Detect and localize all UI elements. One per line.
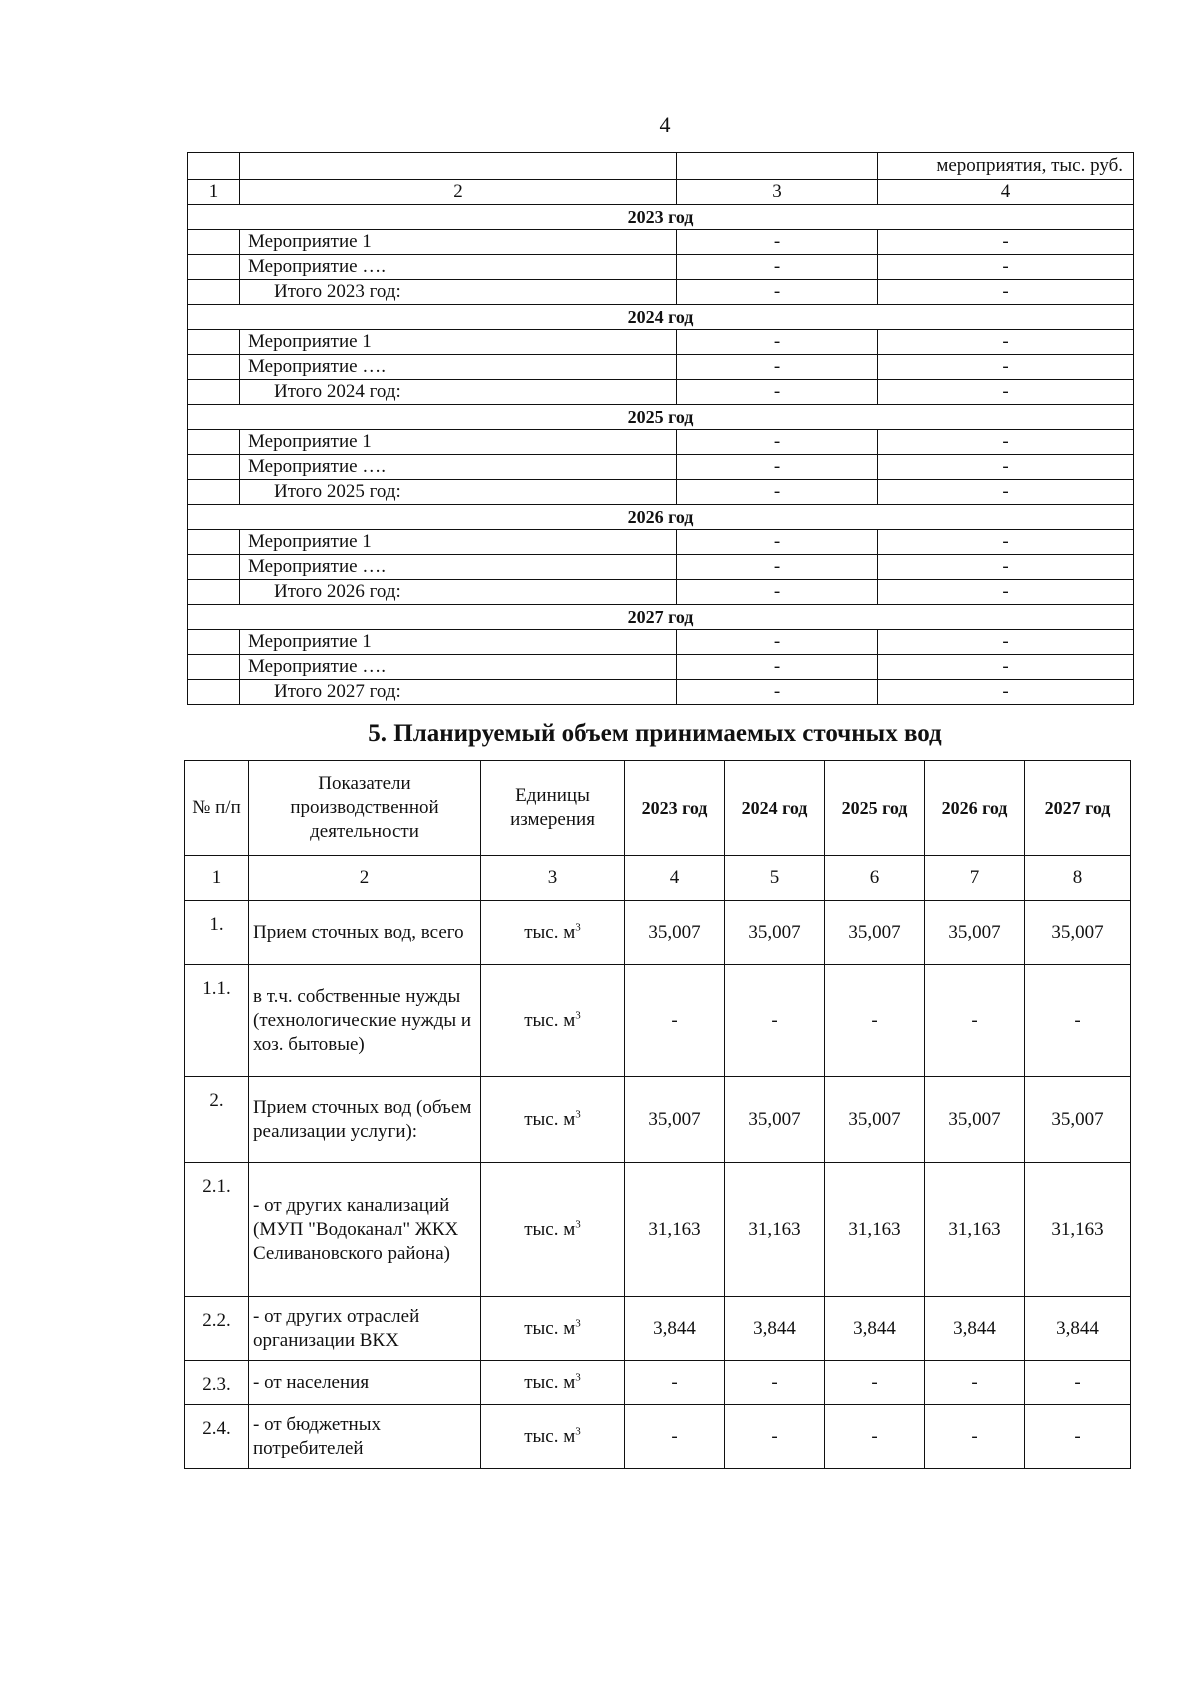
- indicator-name: Прием сточных вод (объем реализации услуги):: [249, 1077, 481, 1163]
- unit-superscript: 3: [575, 1218, 581, 1231]
- value-cell: -: [677, 280, 878, 305]
- row-number: 2.2.: [185, 1297, 249, 1361]
- header-unit: мероприятия, тыс. руб.: [878, 153, 1134, 180]
- unit-text: тыс. м: [524, 1317, 576, 1339]
- value-cell: 35,007: [1025, 901, 1131, 965]
- table-row: [185, 901, 1131, 965]
- row-number: 2.3.: [185, 1361, 249, 1405]
- indicator-name: - от населения: [249, 1361, 481, 1405]
- indicator-name: - от бюджетных потребителей: [249, 1405, 481, 1469]
- value-cell: 3,844: [1025, 1297, 1131, 1361]
- table-row: [188, 455, 1134, 480]
- unit-cell: [481, 1077, 625, 1163]
- value-cell: -: [677, 380, 878, 405]
- value-cell: 35,007: [825, 1077, 925, 1163]
- row-number: 2.1.: [185, 1163, 249, 1297]
- col-number: 1: [188, 180, 240, 205]
- col-number: 3: [481, 856, 625, 901]
- table-row: [188, 380, 1134, 405]
- unit-cell: [481, 1405, 625, 1469]
- value-cell: 35,007: [625, 901, 725, 965]
- value-cell: -: [677, 355, 878, 380]
- year-section-row: [188, 205, 1134, 230]
- value-cell: -: [825, 1361, 925, 1405]
- table-row: [188, 280, 1134, 305]
- col-number: 2: [249, 856, 481, 901]
- unit-text: тыс. м: [524, 1218, 576, 1240]
- unit-superscript: 3: [575, 1317, 581, 1330]
- table-row: [185, 1361, 1131, 1405]
- value-cell: -: [625, 965, 725, 1077]
- value-cell: 31,163: [1025, 1163, 1131, 1297]
- unit-superscript: 3: [575, 921, 581, 934]
- value-cell: 31,163: [725, 1163, 825, 1297]
- indicator-name: в т.ч. собственные нужды (технологические нужды и хоз. бытовые): [249, 965, 481, 1077]
- header-year: 2024 год: [725, 761, 825, 856]
- row-number: 2.: [185, 1077, 249, 1163]
- value-cell: -: [677, 680, 878, 705]
- value-cell: -: [677, 230, 878, 255]
- year-total-label: Итого 2023 год:: [240, 280, 677, 305]
- col-number: 7: [925, 856, 1025, 901]
- unit-cell: [481, 965, 625, 1077]
- header-year: 2025 год: [825, 761, 925, 856]
- measure-name: Мероприятие 1: [240, 330, 677, 355]
- value-cell: -: [725, 1405, 825, 1469]
- value-cell: 3,844: [825, 1297, 925, 1361]
- value-cell: -: [677, 580, 878, 605]
- col-number: 6: [825, 856, 925, 901]
- table-row: [185, 1163, 1131, 1297]
- col-number: 1: [185, 856, 249, 901]
- measure-name: Мероприятие ….: [240, 655, 677, 680]
- value-cell: -: [878, 230, 1134, 255]
- value-cell: 31,163: [825, 1163, 925, 1297]
- header-unit: Единицы измерения: [481, 761, 625, 856]
- value-cell: -: [825, 1405, 925, 1469]
- unit-text: тыс. м: [524, 1425, 576, 1447]
- table-row: [188, 430, 1134, 455]
- table-header-row: [188, 153, 1134, 180]
- year-section-row: [188, 605, 1134, 630]
- indicator-name: Прием сточных вод, всего: [249, 901, 481, 965]
- value-cell: -: [677, 555, 878, 580]
- value-cell: -: [677, 455, 878, 480]
- unit-text: тыс. м: [524, 1108, 576, 1130]
- value-cell: -: [878, 280, 1134, 305]
- value-cell: -: [878, 255, 1134, 280]
- table-row: [185, 1077, 1131, 1163]
- table-row: [188, 355, 1134, 380]
- table-row: [185, 1405, 1131, 1469]
- unit-superscript: 3: [575, 1009, 581, 1022]
- unit-cell: [481, 1297, 625, 1361]
- value-cell: -: [878, 530, 1134, 555]
- col-number: 3: [677, 180, 878, 205]
- measure-name: Мероприятие 1: [240, 430, 677, 455]
- year-title: 2027 год: [188, 605, 1134, 630]
- value-cell: -: [878, 630, 1134, 655]
- unit-superscript: 3: [575, 1371, 581, 1384]
- header-year: 2027 год: [1025, 761, 1131, 856]
- measure-name: Мероприятие ….: [240, 355, 677, 380]
- year-section-row: [188, 405, 1134, 430]
- measure-name: Мероприятие 1: [240, 630, 677, 655]
- year-section-row: [188, 305, 1134, 330]
- table-row: [188, 680, 1134, 705]
- value-cell: -: [878, 680, 1134, 705]
- table-row: [188, 580, 1134, 605]
- value-cell: 35,007: [925, 901, 1025, 965]
- measure-name: Мероприятие ….: [240, 455, 677, 480]
- unit-cell: [481, 901, 625, 965]
- value-cell: -: [677, 630, 878, 655]
- section-title: 5. Планируемый объем принимаемых сточных вод: [368, 720, 942, 747]
- row-number: 1.1.: [185, 965, 249, 1077]
- value-cell: 3,844: [625, 1297, 725, 1361]
- value-cell: -: [677, 530, 878, 555]
- indicator-name: - от других канализаций (МУП "Водоканал" ЖКХ Селивановского района): [249, 1163, 481, 1297]
- value-cell: -: [925, 965, 1025, 1077]
- value-cell: -: [625, 1361, 725, 1405]
- value-cell: 31,163: [625, 1163, 725, 1297]
- year-title: 2025 год: [188, 405, 1134, 430]
- value-cell: -: [825, 965, 925, 1077]
- value-cell: 35,007: [625, 1077, 725, 1163]
- table-row: [188, 230, 1134, 255]
- header-year: 2026 год: [925, 761, 1025, 856]
- unit-superscript: 3: [575, 1108, 581, 1121]
- measure-name: Мероприятие ….: [240, 555, 677, 580]
- value-cell: -: [878, 430, 1134, 455]
- table-row: [188, 630, 1134, 655]
- year-title: 2024 год: [188, 305, 1134, 330]
- col-number: 8: [1025, 856, 1131, 901]
- value-cell: -: [1025, 1405, 1131, 1469]
- value-cell: -: [677, 480, 878, 505]
- year-total-label: Итого 2027 год:: [240, 680, 677, 705]
- table-row: [188, 555, 1134, 580]
- column-number-row: [185, 856, 1131, 901]
- value-cell: -: [878, 655, 1134, 680]
- row-number: 1.: [185, 901, 249, 965]
- row-number: 2.4.: [185, 1405, 249, 1469]
- unit-text: тыс. м: [524, 921, 576, 943]
- value-cell: -: [878, 455, 1134, 480]
- table-row: [188, 255, 1134, 280]
- year-title: 2023 год: [188, 205, 1134, 230]
- table-row: [185, 965, 1131, 1077]
- year-title: 2026 год: [188, 505, 1134, 530]
- unit-cell: [481, 1163, 625, 1297]
- value-cell: 35,007: [1025, 1077, 1131, 1163]
- value-cell: 35,007: [725, 1077, 825, 1163]
- header-indicator: Показатели производственной деятельности: [249, 761, 481, 856]
- value-cell: -: [677, 655, 878, 680]
- table-row: [188, 530, 1134, 555]
- header-no: № п/п: [185, 761, 249, 856]
- value-cell: 35,007: [925, 1077, 1025, 1163]
- year-total-label: Итого 2024 год:: [240, 380, 677, 405]
- value-cell: -: [878, 330, 1134, 355]
- year-total-label: Итого 2026 год:: [240, 580, 677, 605]
- value-cell: 35,007: [725, 901, 825, 965]
- year-total-label: Итого 2025 год:: [240, 480, 677, 505]
- unit-text: тыс. м: [524, 1371, 576, 1393]
- measure-name: Мероприятие ….: [240, 255, 677, 280]
- value-cell: 3,844: [925, 1297, 1025, 1361]
- table-row: [188, 480, 1134, 505]
- indicator-name: - от других отраслей организации ВКХ: [249, 1297, 481, 1361]
- table-header-row: [185, 761, 1131, 856]
- year-section-row: [188, 505, 1134, 530]
- value-cell: -: [625, 1405, 725, 1469]
- unit-superscript: 3: [575, 1425, 581, 1438]
- value-cell: -: [878, 555, 1134, 580]
- value-cell: 31,163: [925, 1163, 1025, 1297]
- col-number: 2: [240, 180, 677, 205]
- value-cell: 3,844: [725, 1297, 825, 1361]
- measure-name: Мероприятие 1: [240, 230, 677, 255]
- unit-text: тыс. м: [524, 1009, 576, 1031]
- col-number: 4: [625, 856, 725, 901]
- col-number: 4: [878, 180, 1134, 205]
- value-cell: -: [878, 480, 1134, 505]
- measure-name: Мероприятие 1: [240, 530, 677, 555]
- unit-cell: [481, 1361, 625, 1405]
- page-number: 4: [659, 112, 671, 137]
- col-number: 5: [725, 856, 825, 901]
- value-cell: -: [677, 430, 878, 455]
- value-cell: -: [725, 965, 825, 1077]
- wastewater-volume-table: [184, 760, 1131, 1469]
- measures-table: [187, 152, 1134, 705]
- table-row: [188, 655, 1134, 680]
- value-cell: -: [677, 330, 878, 355]
- value-cell: -: [878, 380, 1134, 405]
- header-year: 2023 год: [625, 761, 725, 856]
- value-cell: -: [878, 580, 1134, 605]
- table-row: [185, 1297, 1131, 1361]
- value-cell: -: [1025, 965, 1131, 1077]
- value-cell: -: [925, 1361, 1025, 1405]
- value-cell: -: [1025, 1361, 1131, 1405]
- value-cell: -: [677, 255, 878, 280]
- table-row: [188, 330, 1134, 355]
- value-cell: -: [725, 1361, 825, 1405]
- value-cell: 35,007: [825, 901, 925, 965]
- value-cell: -: [878, 355, 1134, 380]
- column-number-row: [188, 180, 1134, 205]
- value-cell: -: [925, 1405, 1025, 1469]
